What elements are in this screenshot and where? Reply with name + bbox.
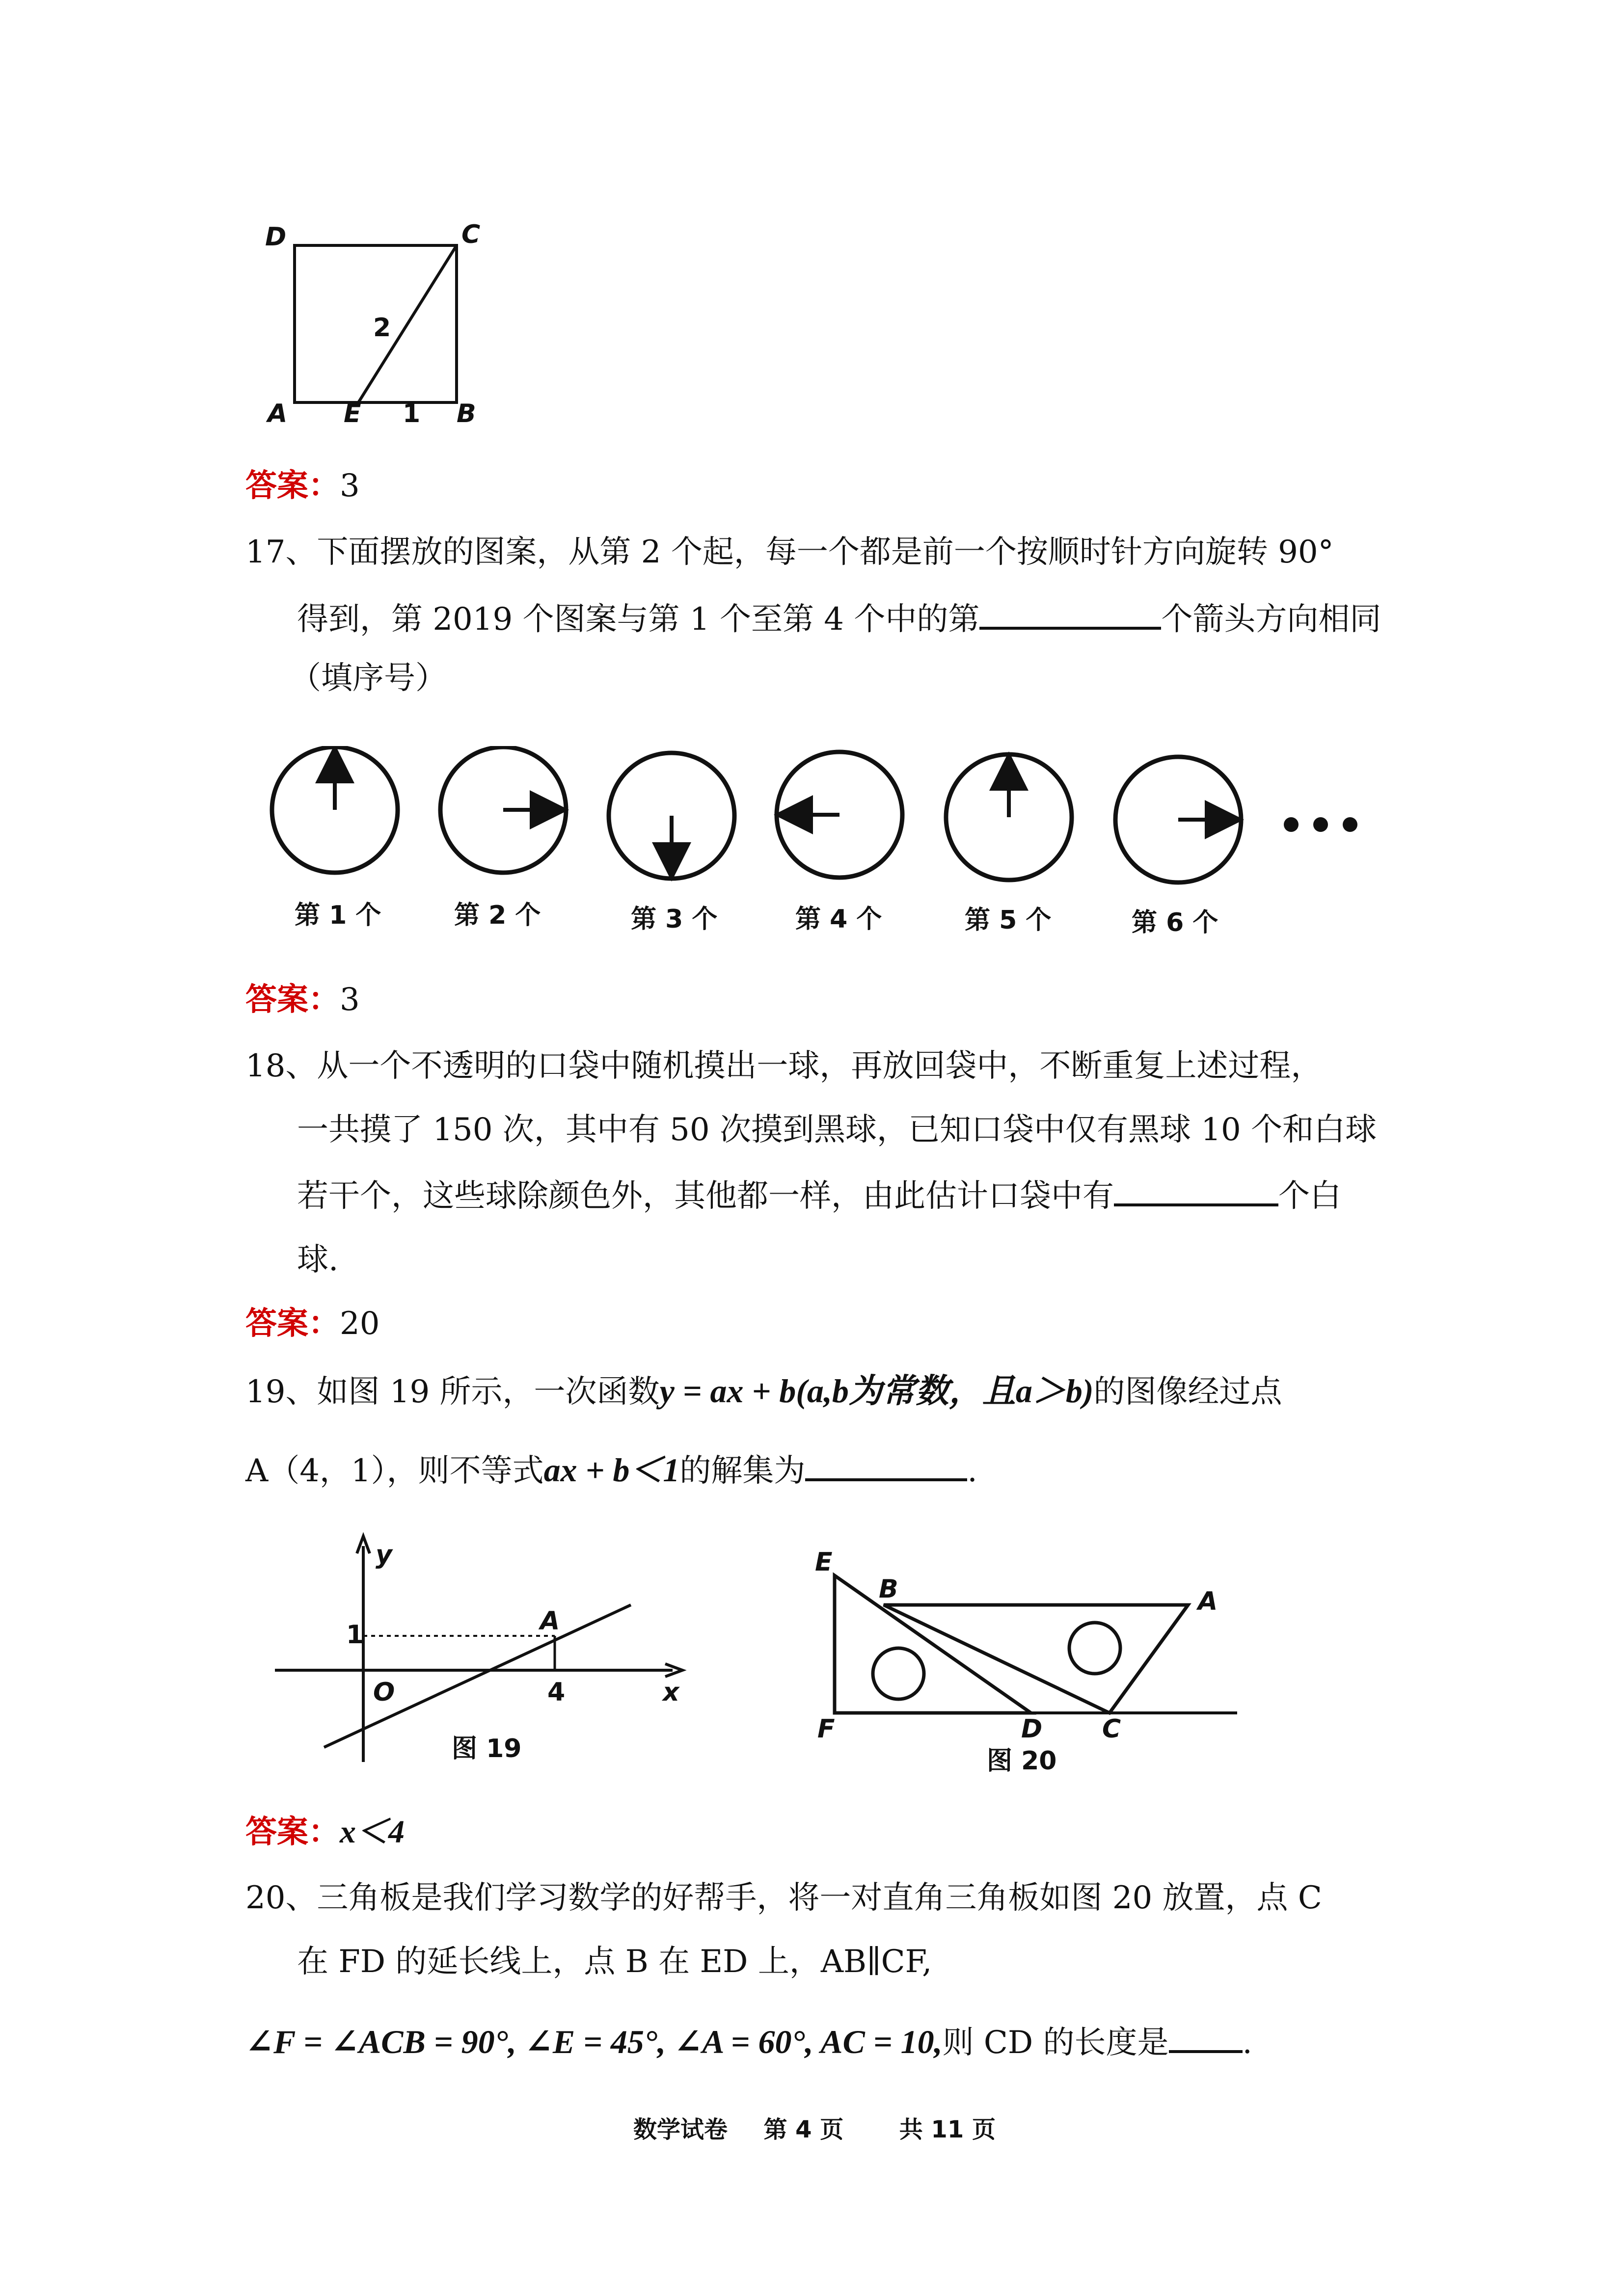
caption-4: 第 4 个 (795, 905, 882, 934)
footer-total: 共 11 页 (899, 2116, 996, 2143)
q19-line1-a: 19、如图 19 所示，一次函数 (245, 1374, 660, 1410)
q20-line3-c: . (1242, 2025, 1252, 2061)
answer-label: 答案： (245, 1306, 340, 1342)
q18-line3-b: 个白 (1278, 1178, 1341, 1214)
label-c: C (461, 221, 481, 249)
caption-5: 第 5 个 (965, 906, 1052, 935)
q17-line1: 17、下面摆放的图案，从第 2 个起，每一个都是前一个按顺时针方向旋转 90° (245, 534, 1334, 570)
q18-line4: 球. (297, 1242, 339, 1278)
label-b: B (457, 399, 476, 428)
figure-20-set-squares (805, 1541, 1247, 1787)
answer-18 (245, 1306, 380, 1342)
q19-line1-math: y = ax + b(a,b为常数，且a＞b) (659, 1372, 1094, 1410)
q20-line3-b: 则 CD 的长度是 (942, 2025, 1169, 2061)
arrow-circle-5 (946, 754, 1072, 880)
q19-line2 (245, 1453, 977, 1487)
q17-line2 (297, 601, 1381, 638)
q17-blank[interactable] (979, 601, 1161, 630)
arrow-circle-3 (609, 753, 734, 879)
label-one: 1 (403, 399, 421, 428)
q18-line1: 18、从一个不透明的口袋中随机摸出一球，再放回袋中，不断重复上述过程， (245, 1048, 1323, 1084)
label-x: x (663, 1678, 679, 1707)
line-y-ax-b (324, 1605, 631, 1747)
triangle-efd (835, 1575, 1031, 1713)
caption-2: 第 2 个 (454, 901, 541, 930)
answer-value: 3 (340, 468, 360, 504)
arrow-circle-2 (440, 747, 566, 873)
q20-line3 (245, 2023, 1252, 2061)
arrow-circle-6 (1115, 757, 1241, 882)
label-d: D (265, 222, 287, 252)
caption-fig20: 图 20 (987, 1746, 1057, 1776)
label-y: y (376, 1540, 392, 1570)
answer-16 (245, 470, 360, 502)
label-one: 1 (346, 1620, 364, 1650)
answer-value: 3 (340, 982, 360, 1018)
q17-line2-a: 得到，第 2019 个图案与第 1 个至第 4 个中的第 (297, 601, 980, 638)
footer-page: 第 4 页 (763, 2116, 844, 2143)
label-two: 2 (373, 313, 391, 343)
caption-1: 第 1 个 (295, 901, 381, 930)
label-f: F (817, 1714, 835, 1744)
footer-subject: 数学试卷 (633, 2116, 728, 2143)
label-point-a: A (540, 1606, 560, 1636)
q18-line3 (297, 1178, 1341, 1212)
label-four: 4 (547, 1678, 566, 1707)
hole-left-icon (873, 1648, 924, 1699)
q17-line3: （填序号） (290, 660, 447, 696)
q20-blank[interactable] (1169, 2025, 1243, 2053)
answer-19 (245, 1816, 405, 1848)
label-d: D (1021, 1714, 1043, 1744)
answer-label: 答案： (245, 1814, 340, 1850)
q19-line2-c: . (967, 1453, 977, 1489)
label-c: C (1102, 1714, 1121, 1744)
figure-19-graph (275, 1531, 687, 1777)
label-a: A (1198, 1587, 1218, 1616)
q18-line3-a: 若干个，这些球除颜色外，其他都一样，由此估计口袋中有 (297, 1178, 1114, 1214)
caption-6: 第 6 个 (1132, 908, 1218, 937)
q19-blank[interactable] (805, 1453, 967, 1481)
q17-line2-b: 个箭头方向相同 (1161, 601, 1381, 638)
q19-line2-b: 的解集为 (679, 1453, 806, 1489)
q19-line2-a: A（4，1），则不等式 (245, 1453, 544, 1489)
arrow-circle-1 (272, 747, 398, 873)
q18-blank[interactable] (1114, 1178, 1278, 1206)
answer-label: 答案： (245, 468, 340, 504)
q19-line1 (245, 1374, 1282, 1408)
arrow-circle-4 (777, 752, 902, 878)
label-a: A (268, 399, 288, 428)
answer-value: 20 (340, 1306, 380, 1342)
caption-3: 第 3 个 (631, 905, 718, 934)
answer-label: 答案： (245, 982, 340, 1018)
answer-value: x＜4 (340, 1814, 405, 1850)
label-e: E (344, 399, 361, 428)
label-e: E (815, 1548, 833, 1577)
q20-line1: 20、三角板是我们学习数学的好帮手，将一对直角三角板如图 20 放置，点 C (245, 1880, 1322, 1916)
figure-square (255, 221, 501, 437)
caption-fig19: 图 19 (452, 1734, 522, 1763)
q20-line3-math: ∠F = ∠ACB = 90°, ∠E = 45°, ∠A = 60°, AC = 10, (245, 2023, 943, 2060)
ellipsis-icon (1284, 817, 1357, 832)
triangle-abc (884, 1605, 1188, 1713)
page-footer (633, 2110, 996, 2144)
figure-arrows (255, 746, 1394, 952)
label-b: B (879, 1575, 898, 1604)
q19-line2-math: ax + b＜1 (543, 1451, 680, 1489)
hole-right-icon (1069, 1623, 1120, 1674)
answer-17 (245, 982, 360, 1018)
q19-line1-b: 的图像经过点 (1093, 1374, 1282, 1410)
label-origin: O (373, 1678, 395, 1707)
q20-line2: 在 FD 的延长线上，点 B 在 ED 上，AB∥CF, (297, 1944, 932, 1980)
q18-line2: 一共摸了 150 次，其中有 50 次摸到黑球，已知口袋中仅有黑球 10 个和白球 (297, 1112, 1377, 1148)
